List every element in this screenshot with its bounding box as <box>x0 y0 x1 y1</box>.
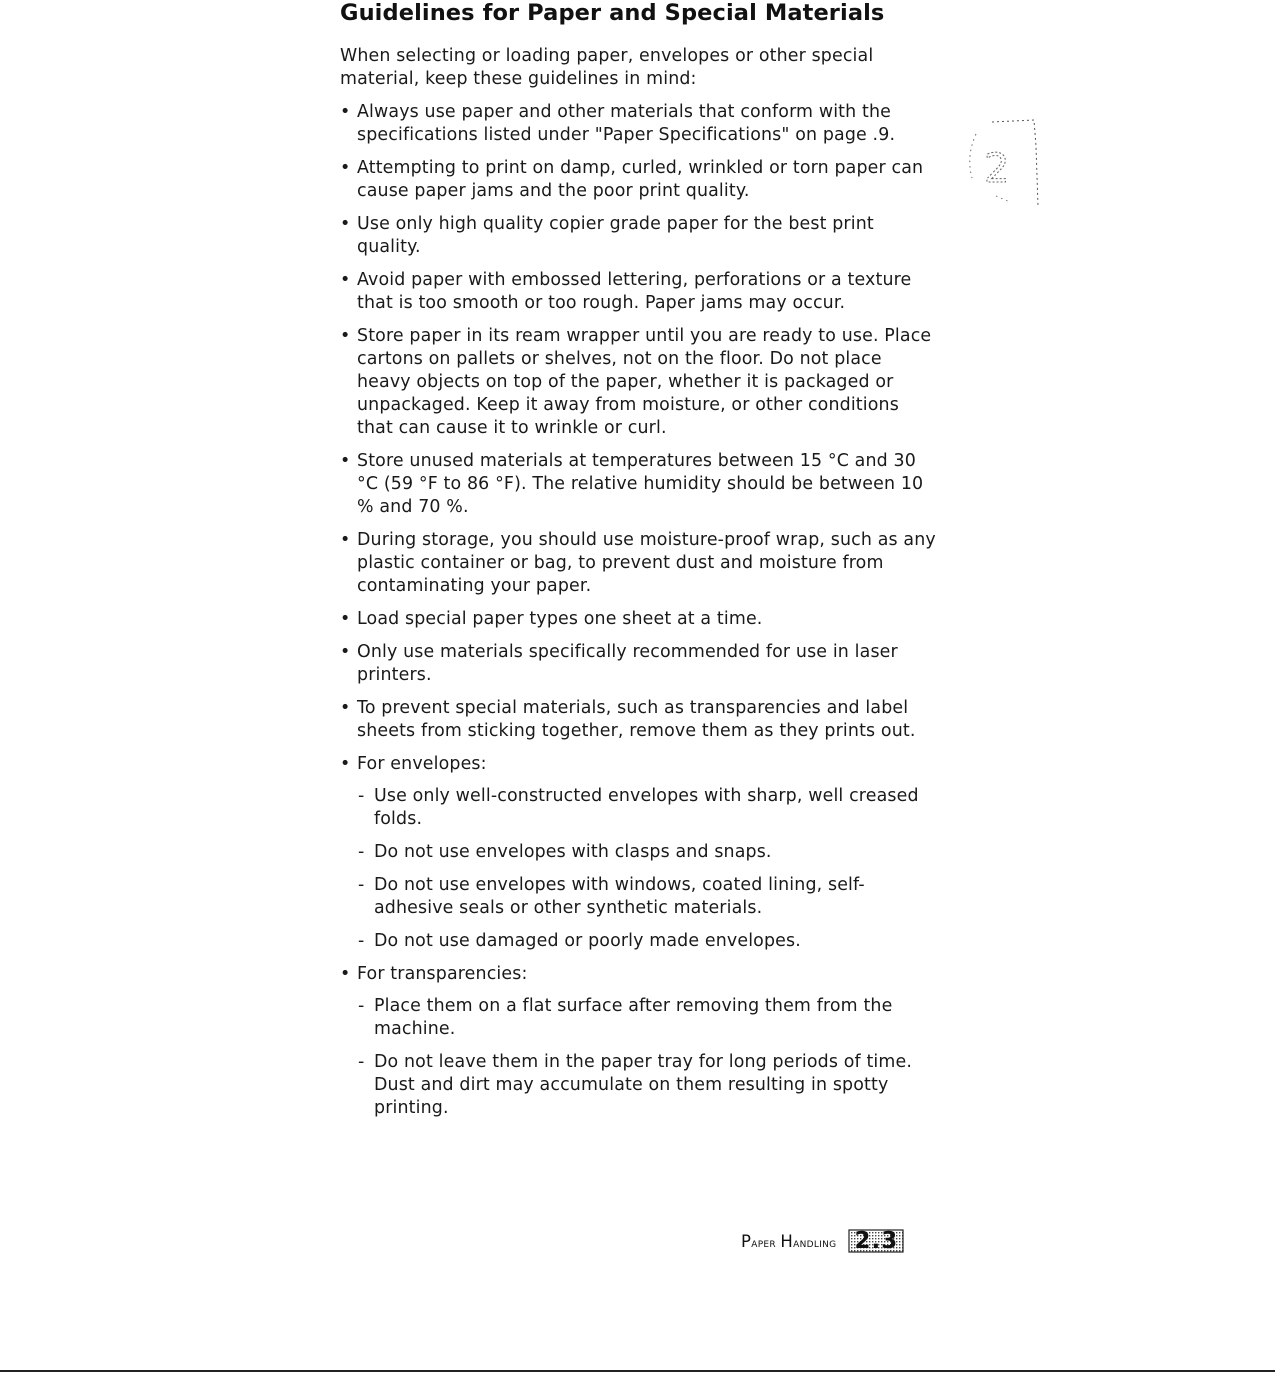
sublist-item-text: Do not use envelopes with clasps and snaps. <box>374 842 772 862</box>
list-item <box>340 269 940 315</box>
bullet-icon: • <box>340 214 351 234</box>
envelopes-heading: For envelopes: <box>357 754 487 774</box>
footer-section-label: Paper Handling <box>741 1231 837 1251</box>
list-item <box>340 608 940 631</box>
list-item-text: During storage, you should use moisture-proof wrap, such as any plastic container or bag, to prevent dust and moisture from contaminating your paper. <box>357 530 936 596</box>
page-footer <box>741 1228 904 1254</box>
intro-paragraph: When selecting or loading paper, envelopes or other special material, keep these guidelines in mind: <box>340 46 874 89</box>
list-item-text: Store unused materials at temperatures between 15 °C and 30 °C (59 °F to 86 °F). The relative humidity should be between 10 % and 70 %. <box>357 451 924 517</box>
dash-icon: - <box>358 842 365 862</box>
envelopes-item <box>340 753 940 953</box>
chapter-number: 2 <box>984 146 1010 192</box>
dash-icon: - <box>358 996 365 1016</box>
sublist-item-text: Do not use envelopes with windows, coated lining, self-adhesive seals or other synthetic materials. <box>374 875 865 918</box>
sublist-item-text: Do not use damaged or poorly made envelopes. <box>374 931 801 951</box>
dash-icon: - <box>358 786 365 806</box>
envelopes-sublist <box>357 785 940 953</box>
list-item-text: Only use materials specifically recommended for use in laser printers. <box>357 642 898 685</box>
bullet-icon: • <box>340 326 351 346</box>
list-item-text: Attempting to print on damp, curled, wrinkled or torn paper can cause paper jams and the poor print quality. <box>357 158 924 201</box>
bullet-icon: • <box>340 102 351 122</box>
page-number: 2.3 <box>854 1228 899 1254</box>
transparencies-item <box>340 963 940 1120</box>
page-number-badge <box>848 1229 904 1253</box>
list-item <box>340 213 940 259</box>
sublist-item <box>357 874 940 920</box>
document-body <box>340 0 940 1130</box>
list-item <box>340 450 940 519</box>
bullet-icon: • <box>340 642 351 662</box>
list-item <box>340 325 940 440</box>
list-item-text: Use only high quality copier grade paper for the best print quality. <box>357 214 874 257</box>
bottom-rule <box>0 1370 1275 1372</box>
list-item-text: Store paper in its ream wrapper until you are ready to use. Place cartons on pallets or shelves, not on the floor. Do not place heavy objects on top of the paper, whether it is packaged or unpackaged. Keep it away from moisture, or other conditions that can cause it to wrinkle or curl. <box>357 326 932 438</box>
list-item-text: Load special paper types one sheet at a time. <box>357 609 763 629</box>
list-item <box>340 101 940 147</box>
list-item <box>340 157 940 203</box>
sublist-item-text: Do not leave them in the paper tray for long periods of time. Dust and dirt may accumulate on them resulting in spotty printing. <box>374 1052 913 1118</box>
page-title: Guidelines for Paper and Special Materials <box>340 0 885 26</box>
bullet-icon: • <box>340 754 351 774</box>
bullet-icon: • <box>340 451 351 471</box>
bullet-icon: • <box>340 530 351 550</box>
list-item-text: Always use paper and other materials that conform with the specifications listed under "Paper Specifications" on page .9. <box>357 102 896 145</box>
list-item-text: To prevent special materials, such as transparencies and label sheets from sticking together, remove them as they prints out. <box>357 698 916 741</box>
chapter-tab <box>962 116 1042 214</box>
list-item <box>340 529 940 598</box>
list-item <box>340 697 940 743</box>
transparencies-sublist <box>357 995 940 1120</box>
sublist-item <box>357 785 940 831</box>
bullet-icon: • <box>340 609 351 629</box>
sublist-item <box>357 930 940 953</box>
transparencies-heading: For transparencies: <box>357 964 528 984</box>
sublist-item <box>357 1051 940 1120</box>
sublist-item <box>357 841 940 864</box>
bullet-icon: • <box>340 158 351 178</box>
list-item-text: Avoid paper with embossed lettering, perforations or a texture that is too smooth or too rough. Paper jams may occur. <box>357 270 912 313</box>
list-item <box>340 641 940 687</box>
chapter-tab-icon <box>962 116 1042 214</box>
sublist-item <box>357 995 940 1041</box>
guidelines-list <box>340 101 940 1120</box>
bullet-icon: • <box>340 698 351 718</box>
dash-icon: - <box>358 875 365 895</box>
bullet-icon: • <box>340 270 351 290</box>
sublist-item-text: Use only well-constructed envelopes with sharp, well creased folds. <box>374 786 919 829</box>
dash-icon: - <box>358 1052 365 1072</box>
bullet-icon: • <box>340 964 351 984</box>
dash-icon: - <box>358 931 365 951</box>
sublist-item-text: Place them on a flat surface after removing them from the machine. <box>374 996 893 1039</box>
